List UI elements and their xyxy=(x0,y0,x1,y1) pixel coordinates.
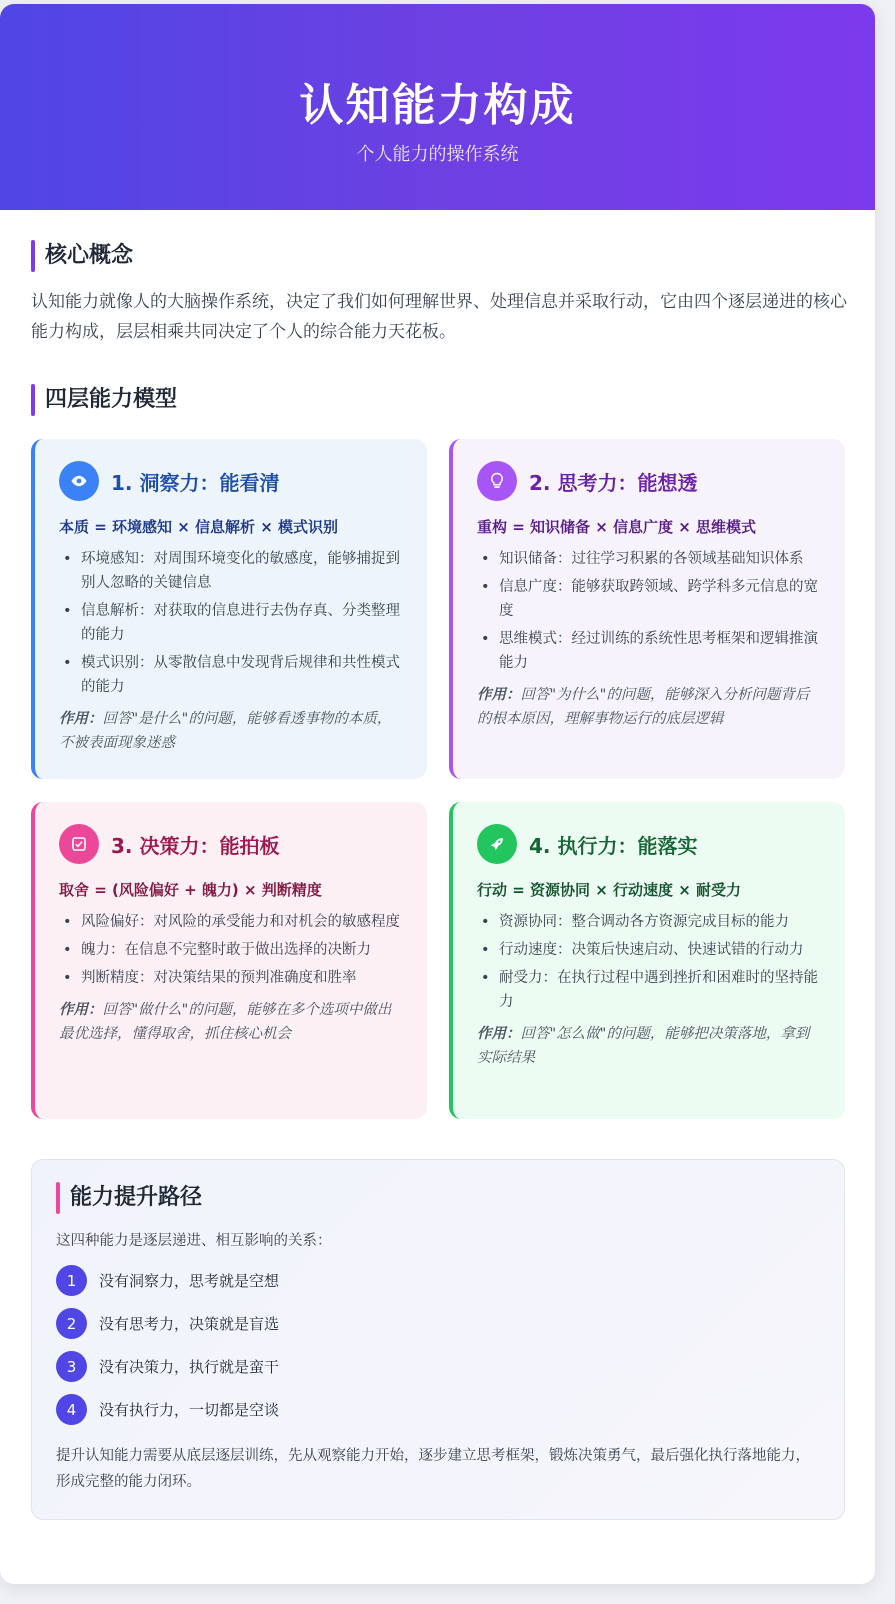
list-item: • 环境感知：对周围环境变化的敏感度，能够捕捉到别人忽略的关键信息 xyxy=(59,547,403,595)
path-step xyxy=(56,1308,820,1339)
card-title: 2. 思考力：能想透 xyxy=(529,470,698,495)
step-text: 没有洞察力，思考就是空想 xyxy=(99,1272,280,1290)
card-formula: 本质 = 环境感知 × 信息解析 × 模式识别 xyxy=(59,518,339,536)
step-number-badge: 1 xyxy=(56,1265,87,1296)
step-text: 没有执行力，一切都是空谈 xyxy=(99,1401,280,1419)
path-footer: 提升认知能力需要从底层逐层训练，先从观察能力开始，逐步建立思考框架，锻炼决策勇气，最后强化执行落地能力，形成完整的能力闭环。 xyxy=(56,1448,810,1490)
checkbox-icon xyxy=(59,824,99,864)
list-item: • 知识储备：过往学习积累的各领域基础知识体系 xyxy=(477,547,821,571)
path-step xyxy=(56,1394,820,1425)
list-item: • 模式识别：从零散信息中发现背后规律和共性模式的能力 xyxy=(59,651,403,699)
page-subtitle: 个人能力的操作系统 xyxy=(356,144,519,165)
card-role: 作用：回答"怎么做"的问题，能够把决策落地，拿到实际结果 xyxy=(477,1026,810,1066)
path-intro: 这四种能力是逐层递进、相互影响的关系： xyxy=(56,1233,332,1249)
card-formula: 取舍 = (风险偏好 + 魄力) × 判断精度 xyxy=(59,881,322,899)
step-number-badge: 4 xyxy=(56,1394,87,1425)
ability-card-insight xyxy=(31,439,427,779)
model-section-title: 四层能力模型 xyxy=(31,384,177,416)
card-item-list xyxy=(477,910,821,1014)
ability-card-thinking xyxy=(449,439,845,779)
page-title: 认知能力构成 xyxy=(299,80,576,131)
improvement-path-box xyxy=(31,1159,845,1520)
ability-card-decision xyxy=(31,802,427,1119)
card-role: 作用：回答"做什么"的问题，能够在多个选项中做出最优选择，懂得取舍，抓住核心机会 xyxy=(59,1002,392,1042)
card-role: 作用：回答"为什么"的问题，能够深入分析问题背后的根本原因，理解事物运行的底层逻辑 xyxy=(477,687,810,727)
card-item-list xyxy=(59,910,403,990)
card-item-list xyxy=(59,547,403,699)
card-title: 3. 决策力：能拍板 xyxy=(111,833,280,858)
card-formula: 行动 = 资源协同 × 行动速度 × 耐受力 xyxy=(477,881,742,899)
core-concept-title: 核心概念 xyxy=(31,240,133,272)
rocket-icon xyxy=(477,824,517,864)
step-text: 没有决策力，执行就是蛮干 xyxy=(99,1358,280,1376)
list-item: • 判断精度：对决策结果的预判准确度和胜率 xyxy=(59,966,403,990)
step-number-badge: 3 xyxy=(56,1351,87,1382)
path-step xyxy=(56,1265,820,1296)
core-concept-text: 认知能力就像人的大脑操作系统，决定了我们如何理解世界、处理信息并采取行动，它由四个逐层递进的核心能力构成，层层相乘共同决定了个人的综合能力天花板。 xyxy=(31,292,847,342)
card-title: 4. 执行力：能落实 xyxy=(529,833,698,858)
card-role: 作用：回答"是什么"的问题，能够看透事物的本质，不被表面现象迷惑 xyxy=(59,711,392,751)
card-title: 1. 洞察力：能看清 xyxy=(111,470,280,495)
list-item: • 资源协同：整合调动各方资源完成目标的能力 xyxy=(477,910,821,934)
page-container xyxy=(0,4,875,1584)
step-text: 没有思考力，决策就是盲选 xyxy=(99,1315,280,1333)
ability-card-execution xyxy=(449,802,845,1119)
list-item: • 耐受力：在执行过程中遇到挫折和困难时的坚持能力 xyxy=(477,966,821,1014)
eye-icon xyxy=(59,461,99,501)
list-item: • 信息广度：能够获取跨领域、跨学科多元信息的宽度 xyxy=(477,575,821,623)
list-item: • 信息解析：对获取的信息进行去伪存真、分类整理的能力 xyxy=(59,599,403,647)
list-item: • 风险偏好：对风险的承受能力和对机会的敏感程度 xyxy=(59,910,403,934)
card-formula: 重构 = 知识储备 × 信息广度 × 思维模式 xyxy=(477,518,757,536)
step-number-badge: 2 xyxy=(56,1308,87,1339)
header-banner xyxy=(0,4,875,210)
path-title: 能力提升路径 xyxy=(56,1182,820,1214)
lightbulb-icon xyxy=(477,461,517,501)
list-item: • 魄力：在信息不完整时敢于做出选择的决断力 xyxy=(59,938,403,962)
list-item: • 行动速度：决策后快速启动、快速试错的行动力 xyxy=(477,938,821,962)
path-step xyxy=(56,1351,820,1382)
card-item-list xyxy=(477,547,821,675)
list-item: • 思维模式：经过训练的系统性思考框架和逻辑推演能力 xyxy=(477,627,821,675)
